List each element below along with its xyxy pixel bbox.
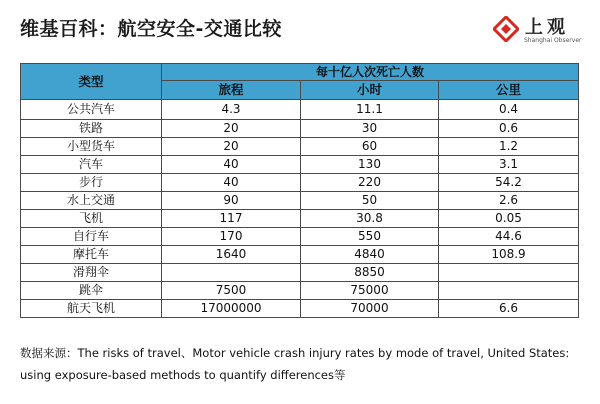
per-trip-cell: 117 (162, 210, 301, 228)
table-row (21, 138, 579, 156)
per-km-cell: 0.4 (439, 100, 579, 120)
per-km-cell: 54.2 (439, 174, 579, 192)
per-km-cell: 1.2 (439, 138, 579, 156)
table-row (21, 210, 579, 228)
per-km-cell (439, 282, 579, 300)
table-row (21, 156, 579, 174)
per-km-cell: 44.6 (439, 228, 579, 246)
transport-type-cell: 水上交通 (21, 192, 162, 210)
per-trip-cell: 4.3 (162, 100, 301, 120)
per-hour-cell: 11.1 (301, 100, 439, 120)
logo-sub-text: Shanghai Observer (524, 37, 582, 44)
table-row (21, 264, 579, 282)
per-km-cell (439, 264, 579, 282)
per-km-cell: 108.9 (439, 246, 579, 264)
type-column-header: 类型 (21, 64, 162, 100)
shanghai-observer-logo-icon (493, 16, 519, 42)
per-km-cell: 6.6 (439, 300, 579, 318)
transport-type-cell: 小型货车 (21, 138, 162, 156)
per-trip-cell: 90 (162, 192, 301, 210)
per-trip-cell: 20 (162, 120, 301, 138)
per-hour-cell: 75000 (301, 282, 439, 300)
transport-type-cell: 飞机 (21, 210, 162, 228)
transport-type-cell: 航天飞机 (21, 300, 162, 318)
per-km-cell: 0.05 (439, 210, 579, 228)
data-source-note: 数据来源：The risks of travel、Motor vehicle crash injury rates by mode of travel, United States: using exposure-based methods to quantify differences等 (20, 346, 570, 382)
per-trip-cell: 1640 (162, 246, 301, 264)
transport-type-cell: 跳伞 (21, 282, 162, 300)
transport-type-cell: 汽车 (21, 156, 162, 174)
transport-type-cell: 自行车 (21, 228, 162, 246)
per-trip-cell: 17000000 (162, 300, 301, 318)
transport-safety-table (20, 63, 579, 318)
table-row (21, 120, 579, 138)
table-row (21, 192, 579, 210)
per-hour-cell: 550 (301, 228, 439, 246)
per-trip-cell: 40 (162, 156, 301, 174)
transport-type-cell: 步行 (21, 174, 162, 192)
per-km-cell: 3.1 (439, 156, 579, 174)
km-column-header: 公里 (439, 81, 579, 100)
trip-column-header: 旅程 (162, 81, 301, 100)
transport-type-cell: 铁路 (21, 120, 162, 138)
transport-type-cell: 滑翔伞 (21, 264, 162, 282)
table-row (21, 174, 579, 192)
hour-column-header: 小时 (301, 81, 439, 100)
table-row (21, 246, 579, 264)
per-trip-cell: 40 (162, 174, 301, 192)
per-trip-cell: 170 (162, 228, 301, 246)
logo-brand-text: 上观 (525, 17, 569, 38)
per-hour-cell: 70000 (301, 300, 439, 318)
per-hour-cell: 8850 (301, 264, 439, 282)
per-hour-cell: 50 (301, 192, 439, 210)
per-trip-cell (162, 264, 301, 282)
per-km-cell: 2.6 (439, 192, 579, 210)
per-hour-cell: 130 (301, 156, 439, 174)
table-row (21, 282, 579, 300)
transport-type-cell: 公共汽车 (21, 100, 162, 120)
per-km-cell: 0.6 (439, 120, 579, 138)
table-row (21, 100, 579, 120)
per-trip-cell: 7500 (162, 282, 301, 300)
transport-type-cell: 摩托车 (21, 246, 162, 264)
table-row (21, 228, 579, 246)
shanghai-observer-logo (493, 12, 582, 48)
per-hour-cell: 4840 (301, 246, 439, 264)
per-hour-cell: 220 (301, 174, 439, 192)
per-trip-cell: 20 (162, 138, 301, 156)
per-hour-cell: 30.8 (301, 210, 439, 228)
table-row (21, 300, 579, 318)
table-body (21, 100, 579, 318)
page-title: 维基百科：航空安全-交通比较 (20, 18, 282, 40)
per-hour-cell: 60 (301, 138, 439, 156)
deaths-group-header: 每十亿人次死亡人数 (162, 64, 579, 81)
per-hour-cell: 30 (301, 120, 439, 138)
